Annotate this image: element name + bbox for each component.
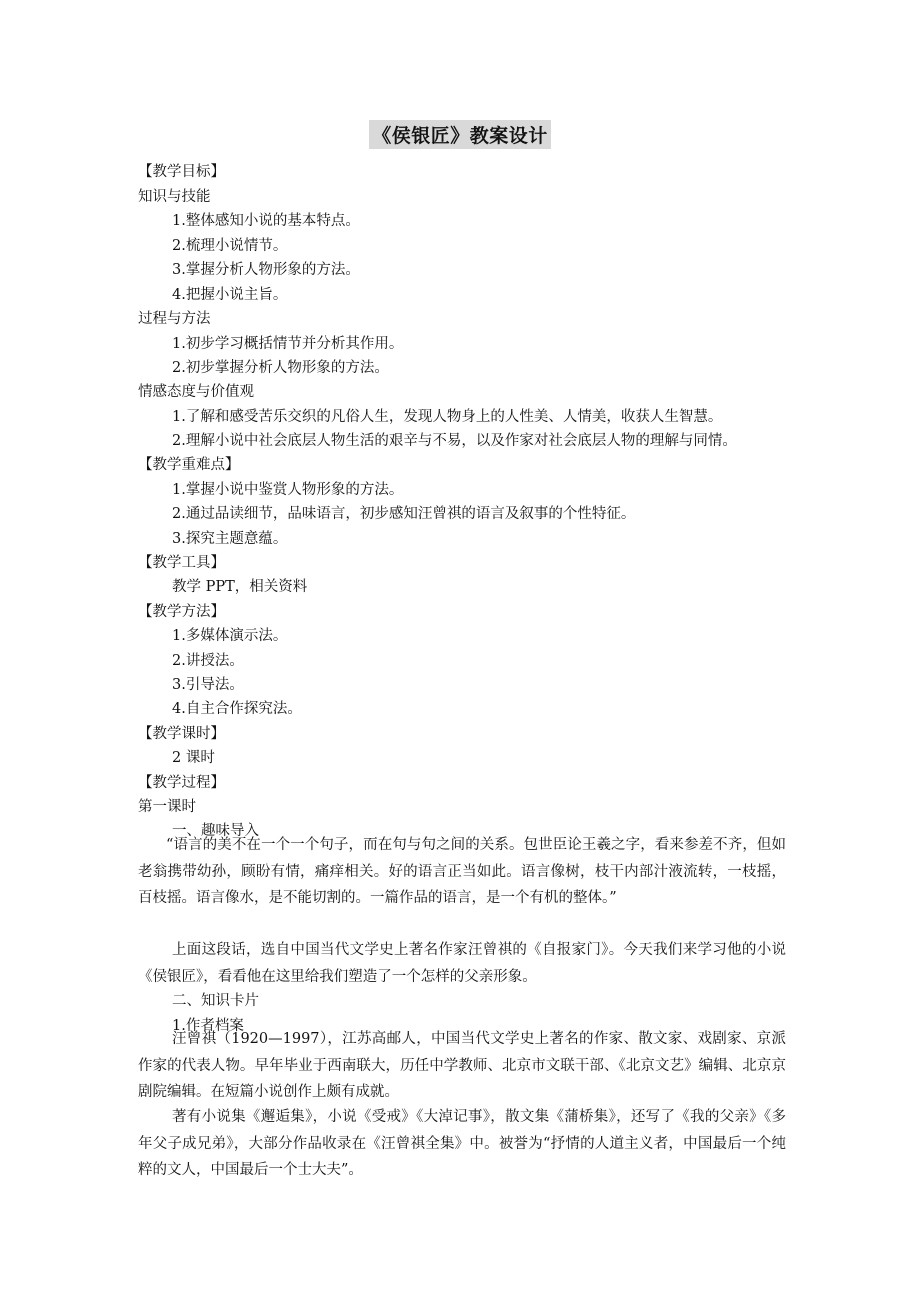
quote-paragraph: “语言的美不在一个一个句子，而在句与句之间的关系。包世臣论王羲之字，看来参差不齐，但如老翁携带幼孙，顾盼有情，痛痒相关。好的语言正当如此。语言像树，枝干内部汁液流转，一枝摇，百枝摇。语言像水，是不能切割的。一篇作品的语言，是一个有机的整体。” bbox=[138, 837, 786, 906]
teaching-process-heading: 【教学过程】 bbox=[138, 775, 225, 791]
knowledge-heading: 知识与技能 bbox=[138, 189, 211, 205]
key-points-heading: 【教学重难点】 bbox=[138, 457, 240, 473]
author-heading: 1.作者档案 bbox=[172, 1018, 244, 1034]
hours-heading: 【教学课时】 bbox=[138, 726, 225, 742]
tools-text: 教学 PPT，相关资料 bbox=[172, 579, 308, 595]
document-title-wrap bbox=[0, 120, 920, 149]
key-point-item: 3.探究主题意蕴。 bbox=[172, 531, 288, 547]
key-point-item: 2.通过品读细节，品味语言，初步感知汪曾祺的语言及叙事的个性特征。 bbox=[172, 506, 636, 522]
knowledge-item: 1.整体感知小说的基本特点。 bbox=[172, 213, 360, 229]
hours-text: 2 课时 bbox=[172, 750, 215, 766]
method-item: 1.多媒体演示法。 bbox=[172, 628, 288, 644]
process-item: 1.初步学习概括情节并分析其作用。 bbox=[172, 336, 404, 352]
tools-heading: 【教学工具】 bbox=[138, 555, 225, 571]
document-title: 《侯银匠》教案设计 bbox=[369, 120, 551, 149]
knowledge-item: 2.梳理小说情节。 bbox=[172, 238, 288, 254]
knowledge-item: 3.掌握分析人物形象的方法。 bbox=[172, 262, 360, 278]
part2-heading: 二、知识卡片 bbox=[172, 993, 259, 1009]
knowledge-item: 4.把握小说主旨。 bbox=[172, 287, 288, 303]
method-item: 4.自主合作探究法。 bbox=[172, 701, 302, 717]
author-paragraph-1: 汪曾祺（1920—1997），江苏高邮人，中国当代文学史上著名的作家、散文家、戏剧家、京派作家的代表人物。早年毕业于西南联大，历任中学教师、北京市文联干部、《北京文艺》编辑、北京京剧院编辑。在短篇小说创作上颇有成就。 bbox=[138, 1031, 786, 1100]
objectives-heading: 【教学目标】 bbox=[138, 164, 225, 180]
process-heading: 过程与方法 bbox=[138, 311, 211, 327]
author-paragraph-2: 著有小说集《邂逅集》，小说《受戒》《大淖记事》，散文集《蒲桥集》，还写了《我的父亲》《多年父子成兄弟》，大部分作品收录在《汪曾祺全集》中。被誉为“抒情的人道主义者，中国最后一个纯粹的文人，中国最后一个士大夫”。 bbox=[138, 1109, 786, 1178]
lesson-label: 第一课时 bbox=[138, 799, 196, 815]
emotion-item: 1.了解和感受苦乐交织的凡俗人生，发现人物身上的人性美、人情美，收获人生智慧。 bbox=[172, 409, 723, 425]
emotion-item: 2.理解小说中社会底层人物生活的艰辛与不易，以及作家对社会底层人物的理解与同情。 bbox=[172, 433, 737, 449]
methods-heading: 【教学方法】 bbox=[138, 604, 225, 620]
process-item: 2.初步掌握分析人物形象的方法。 bbox=[172, 360, 389, 376]
part1-heading: 一、趣味导入 bbox=[172, 823, 259, 839]
key-point-item: 1.掌握小说中鉴赏人物形象的方法。 bbox=[172, 482, 404, 498]
emotion-heading: 情感态度与价值观 bbox=[138, 384, 254, 400]
method-item: 3.引导法。 bbox=[172, 677, 244, 693]
intro-paragraph: 上面这段话，选自中国当代文学史上著名作家汪曾祺的《自报家门》。今天我们来学习他的小说《侯银匠》，看看他在这里给我们塑造了一个怎样的父亲形象。 bbox=[138, 942, 786, 985]
method-item: 2.讲授法。 bbox=[172, 653, 244, 669]
